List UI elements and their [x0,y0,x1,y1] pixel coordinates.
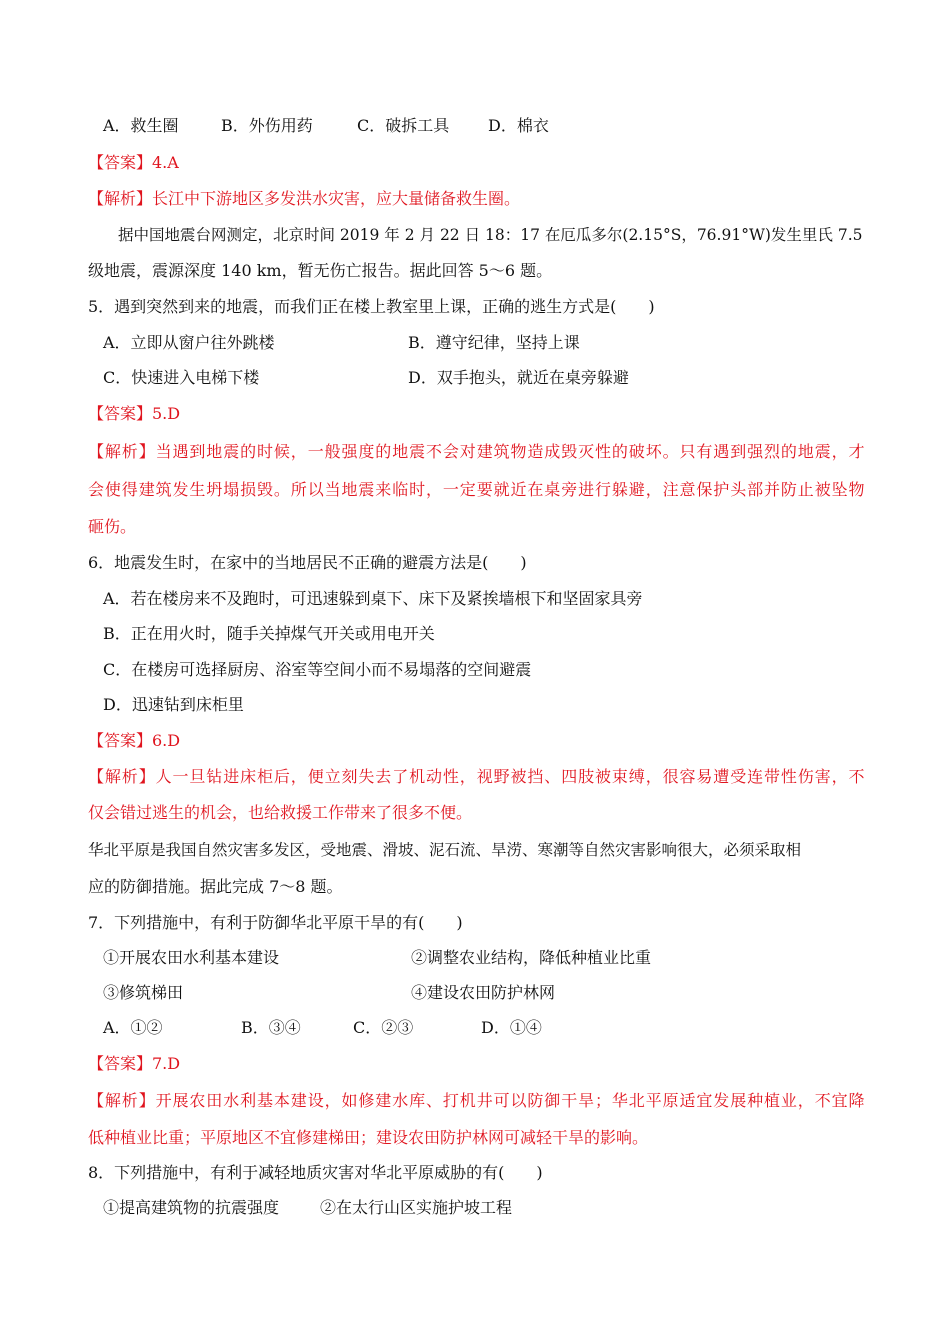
q6-analysis-line2: 仅会错过逃生的机会，也给救援工作带来了很多不便。 [88,803,473,822]
q8-item-2: ②在太行山区实施护坡工程 [320,1198,513,1217]
q6-stem: 6．地震发生时，在家中的当地居民不正确的避震方法是( ) [88,553,527,572]
passage1-line1: 据中国地震台网测定，北京时间 2019 年 2 月 22 日 18：17 在厄瓜多尔(2.15°S，76.91°W)发生里氏 7.5 [118,226,863,244]
q7-option-a: A．①② [103,1018,163,1037]
q7-item-4: ④建设农田防护林网 [411,983,556,1002]
q6-option-a: A．若在楼房来不及跑时，可迅速躲到桌下、床下及紧挨墙根下和坚固家具旁 [103,589,643,608]
q6-option-c: C．在楼房可选择厨房、浴室等空间小而不易塌落的空间避震 [103,660,532,679]
q7-option-d: D．①④ [481,1018,542,1037]
q4-analysis: 【解析】长江中下游地区多发洪水灾害，应大量储备救生圈。 [88,189,521,208]
q7-option-c: C．②③ [353,1018,414,1037]
passage1-line2: 级地震，震源深度 140 km，暂无伤亡报告。据此回答 5～6 题。 [88,261,553,280]
q7-answer: 【答案】7.D [88,1054,181,1073]
passage2-line1: 华北平原是我国自然灾害多发区，受地震、滑坡、泥石流、旱涝、寒潮等自然灾害影响很大，必须采取相 [88,841,802,859]
q5-option-a: A．立即从窗户往外跳楼 [103,333,275,352]
q5-analysis-line2: 会使得建筑发生坍塌损毁。所以当地震来临时，一定要就近在桌旁进行躲避，注意保护头部并防止被坠物 [88,480,866,499]
q5-option-d: D．双手抱头，就近在桌旁躲避 [408,368,629,387]
q4-answer: 【答案】4.A [88,153,179,172]
q5-option-c: C．快速进入电梯下楼 [103,368,260,387]
q4-option-a: A．救生圈 [103,116,179,135]
q8-stem: 8．下列措施中，有利于减轻地质灾害对华北平原威胁的有( ) [88,1163,543,1182]
q7-item-3: ③修筑梯田 [103,983,184,1002]
q7-analysis-line1: 【解析】开展农田水利基本建设，如修建水库、打机井可以防御干旱；华北平原适宜发展种植业，不宜降 [88,1091,866,1110]
q5-analysis-line1: 【解析】当遇到地震的时候，一般强度的地震不会对建筑物造成毁灭性的破坏。只有遇到强烈的地震，才 [88,442,866,461]
q6-option-b: B．正在用火时，随手关掉煤气开关或用电开关 [103,624,435,643]
q6-analysis-line1: 【解析】人一旦钻进床柜后，便立刻失去了机动性，视野被挡、四肢被束缚，很容易遭受连带性伤害，不 [88,767,866,786]
q5-stem: 5．遇到突然到来的地震，而我们正在楼上教室里上课，正确的逃生方式是( ) [88,297,655,316]
q5-analysis-line3: 砸伤。 [88,517,137,536]
q7-analysis-line2: 低种植业比重；平原地区不宜修建梯田；建设农田防护林网可减轻干旱的影响。 [88,1128,649,1147]
q7-item-1: ①开展农田水利基本建设 [103,948,280,967]
q5-option-b: B．遵守纪律，坚持上课 [408,333,580,352]
q6-option-d: D．迅速钻到床柜里 [103,695,244,714]
q5-answer: 【答案】5.D [88,404,181,423]
q4-option-d: D．棉衣 [488,116,549,135]
q4-option-b: B．外伤用药 [221,116,313,135]
q7-option-b: B．③④ [241,1018,301,1037]
q4-option-c: C．破拆工具 [357,116,450,135]
q8-item-1: ①提高建筑物的抗震强度 [103,1198,280,1217]
q6-answer: 【答案】6.D [88,731,181,750]
q7-item-2: ②调整农业结构，降低种植业比重 [411,948,652,967]
passage2-line2: 应的防御措施。据此完成 7～8 题。 [88,877,343,896]
q7-stem: 7．下列措施中，有利于防御华北平原干旱的有( ) [88,913,463,932]
